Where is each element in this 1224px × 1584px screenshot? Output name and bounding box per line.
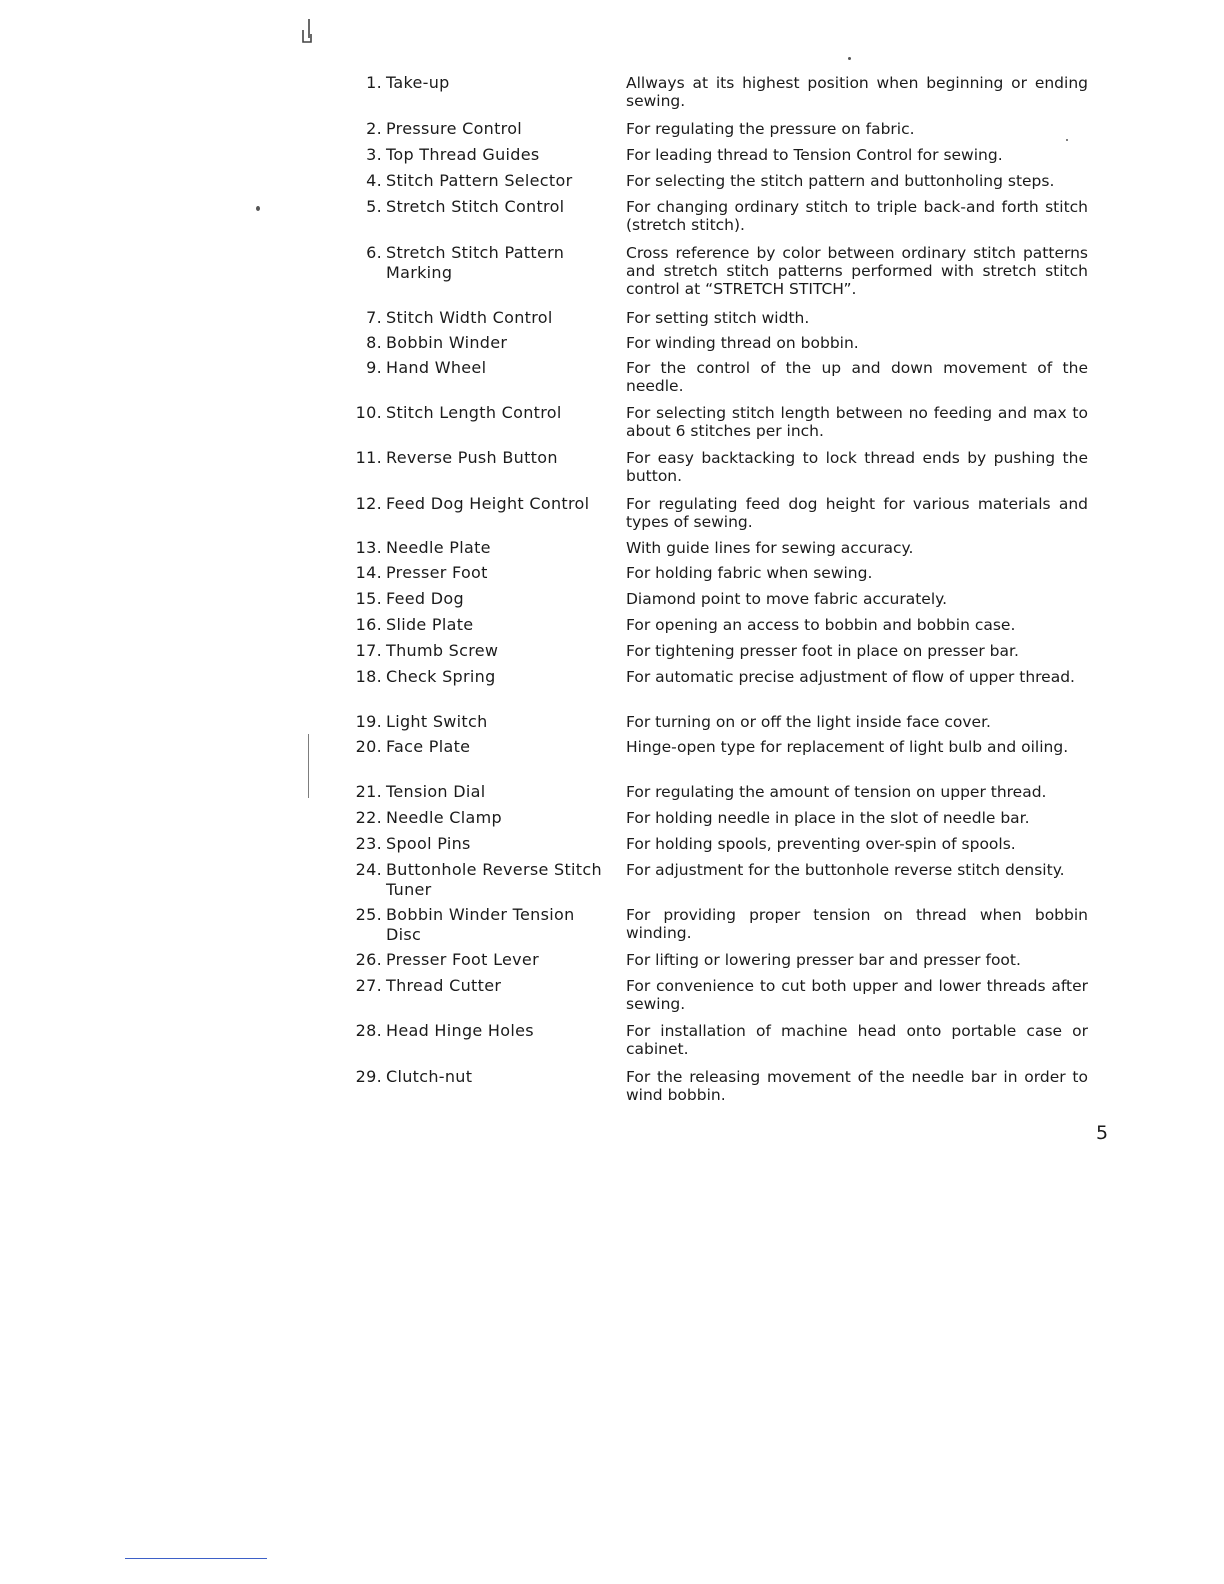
part-name: Presser Foot (386, 563, 488, 582)
part-number: 21. (355, 782, 382, 801)
part-description: Cross reference by color between ordinary stitch patterns and stretch stitch patterns performed with stretch stitch control at “STRETCH STITCH”. (626, 244, 1088, 298)
part-description: For providing proper tension on thread when bobbin winding. (626, 906, 1088, 942)
part-name: Clutch-nut (386, 1067, 473, 1086)
part-name: Stitch Pattern Selector (386, 171, 573, 190)
part-number: 9. (366, 358, 382, 377)
part-description: Allways at its highest position when beginning or ending sewing. (626, 74, 1088, 110)
page-number: 5 (1096, 1122, 1109, 1144)
part-number: 7. (366, 308, 382, 327)
part-number: 28. (355, 1021, 382, 1040)
part-description: For the control of the up and down movement of the needle. (626, 359, 1088, 395)
part-description: For holding spools, preventing over-spin of spools. (626, 835, 1016, 853)
part-description: For easy backtacking to lock thread ends by pushing the button. (626, 449, 1088, 485)
part-description: For selecting the stitch pattern and buttonholing steps. (626, 172, 1055, 190)
part-name: Needle Plate (386, 538, 491, 557)
part-number: 8. (366, 333, 382, 352)
part-name: Presser Foot Lever (386, 950, 539, 969)
part-name: Buttonhole Reverse Stitch Tuner (386, 860, 602, 899)
part-description: Diamond point to move fabric accurately. (626, 590, 948, 608)
part-number: 15. (355, 589, 382, 608)
scan-speck (1066, 139, 1068, 141)
part-name: Bobbin Winder (386, 333, 508, 352)
part-description: For opening an access to bobbin and bobbin case. (626, 616, 1016, 634)
part-number: 27. (355, 976, 382, 995)
part-description: For turning on or off the light inside face cover. (626, 713, 991, 731)
part-number: 5. (366, 197, 382, 216)
part-number: 26. (355, 950, 382, 969)
part-number: 24. (355, 860, 382, 879)
part-number: 4. (366, 171, 382, 190)
part-name: Thumb Screw (386, 641, 499, 660)
part-description: For setting stitch width. (626, 309, 810, 327)
part-name: Take-up (386, 73, 450, 92)
part-description: For regulating feed dog height for various materials and types of sewing. (626, 495, 1088, 531)
part-description: For lifting or lowering presser bar and presser foot. (626, 951, 1021, 969)
part-number: 6. (366, 243, 382, 262)
part-number: 1. (366, 73, 382, 92)
scan-speck (848, 57, 851, 60)
bottom-rule (125, 1558, 267, 1559)
part-name: Slide Plate (386, 615, 474, 634)
part-number: 23. (355, 834, 382, 853)
part-description: For regulating the amount of tension on upper thread. (626, 783, 1047, 801)
part-name: Needle Clamp (386, 808, 502, 827)
part-number: 11. (355, 448, 382, 467)
part-name: Stitch Width Control (386, 308, 553, 327)
part-description: Hinge-open type for replacement of light bulb and oiling. (626, 738, 1069, 756)
part-name: Feed Dog (386, 589, 464, 608)
part-number: 2. (366, 119, 382, 138)
part-name: Hand Wheel (386, 358, 487, 377)
part-description: With guide lines for sewing accuracy. (626, 539, 914, 557)
part-number: 19. (355, 712, 382, 731)
part-name: Stretch Stitch Control (386, 197, 565, 216)
part-description: For changing ordinary stitch to triple back-and forth stitch (stretch stitch). (626, 198, 1088, 234)
part-number: 22. (355, 808, 382, 827)
part-description: For installation of machine head onto portable case or cabinet. (626, 1022, 1088, 1058)
part-name: Stretch Stitch Pattern Marking (386, 243, 565, 282)
scan-edge-line (308, 734, 309, 798)
scan-speck (256, 206, 260, 211)
part-description: For holding fabric when sewing. (626, 564, 873, 582)
part-number: 20. (355, 737, 382, 756)
part-description: For holding needle in place in the slot of needle bar. (626, 809, 1030, 827)
part-description: For selecting stitch length between no feeding and max to about 6 stitches per inch. (626, 404, 1088, 440)
part-description: For adjustment for the buttonhole reverse stitch density. (626, 861, 1065, 879)
part-description: For the releasing movement of the needle bar in order to wind bobbin. (626, 1068, 1088, 1104)
part-name: Feed Dog Height Control (386, 494, 590, 513)
part-number: 17. (355, 641, 382, 660)
part-name: Light Switch (386, 712, 488, 731)
part-description: For regulating the pressure on fabric. (626, 120, 915, 138)
part-name: Thread Cutter (386, 976, 502, 995)
part-description: For tightening presser foot in place on presser bar. (626, 642, 1019, 660)
part-number: 13. (355, 538, 382, 557)
part-name: Tension Dial (386, 782, 486, 801)
part-name: Bobbin Winder Tension Disc (386, 905, 575, 944)
part-number: 12. (355, 494, 382, 513)
part-name: Pressure Control (386, 119, 523, 138)
part-name: Top Thread Guides (386, 145, 540, 164)
part-name: Reverse Push Button (386, 448, 558, 467)
part-name: Head Hinge Holes (386, 1021, 534, 1040)
part-name: Face Plate (386, 737, 471, 756)
part-name: Check Spring (386, 667, 496, 686)
corner-mark-icon (300, 18, 314, 44)
part-name: Stitch Length Control (386, 403, 562, 422)
part-number: 18. (355, 667, 382, 686)
part-number: 10. (355, 403, 382, 422)
part-description: For convenience to cut both upper and lower threads after sewing. (626, 977, 1088, 1013)
part-number: 3. (366, 145, 382, 164)
part-number: 25. (355, 905, 382, 924)
part-name: Spool Pins (386, 834, 471, 853)
part-description: For automatic precise adjustment of flow of upper thread. (626, 668, 1075, 686)
part-number: 29. (355, 1067, 382, 1086)
part-description: For leading thread to Tension Control for sewing. (626, 146, 1003, 164)
part-description: For winding thread on bobbin. (626, 334, 859, 352)
part-number: 16. (355, 615, 382, 634)
part-number: 14. (355, 563, 382, 582)
